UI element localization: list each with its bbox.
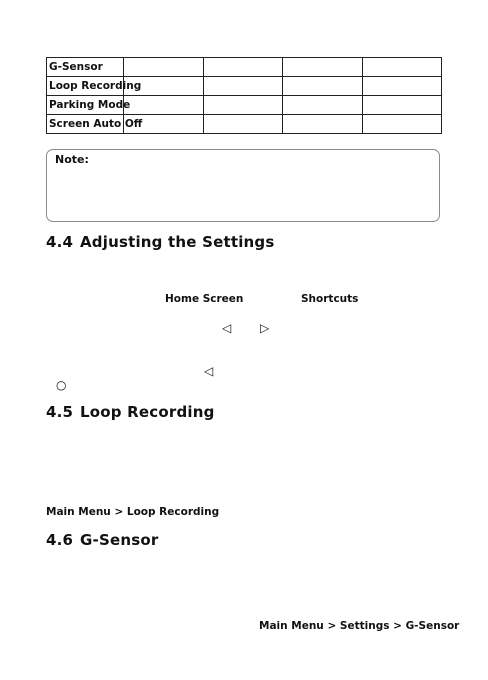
row-label: Loop Recording <box>47 77 124 96</box>
table-cell <box>203 58 283 77</box>
table-cell <box>283 96 363 115</box>
section-heading-4-6 <box>46 531 158 549</box>
table-cell <box>362 115 442 134</box>
table-cell <box>203 77 283 96</box>
section-title-text: Loop Recording <box>80 403 215 421</box>
table-cell <box>283 77 363 96</box>
table-cell <box>362 58 442 77</box>
left-arrow-icon: ◁ <box>204 364 214 378</box>
note-box <box>46 149 440 222</box>
circle-icon: ○ <box>56 378 67 392</box>
section-heading-4-4 <box>46 233 275 251</box>
table-row <box>47 77 442 96</box>
left-arrow-icon: ◁ <box>222 321 232 335</box>
table-row <box>47 115 442 134</box>
settings-table <box>46 57 442 134</box>
row-label: G-Sensor <box>47 58 124 77</box>
table-cell <box>362 77 442 96</box>
g-sensor-menu-path: Main Menu > Settings > G-Sensor <box>259 620 460 632</box>
table-cell <box>124 58 204 77</box>
table-cell <box>362 96 442 115</box>
section-number: 4.6 <box>46 531 74 549</box>
right-arrow-icon: ▷ <box>260 321 270 335</box>
section-heading-4-5 <box>46 403 215 421</box>
table-cell <box>203 115 283 134</box>
section-title-text: Adjusting the Settings <box>80 233 275 251</box>
loop-recording-menu-path: Main Menu > Loop Recording <box>46 506 220 518</box>
table-row <box>47 58 442 77</box>
table-cell <box>283 58 363 77</box>
table-cell <box>283 115 363 134</box>
note-title: Note: <box>55 153 89 166</box>
row-label: Screen Auto Off <box>47 115 124 134</box>
table-row <box>47 96 442 115</box>
section-number: 4.5 <box>46 403 74 421</box>
row-label: Parking Mode <box>47 96 124 115</box>
section-number: 4.4 <box>46 233 74 251</box>
shortcuts-label: Shortcuts <box>301 293 359 305</box>
section-title-text: G-Sensor <box>80 531 159 549</box>
table-cell <box>203 96 283 115</box>
table-cell <box>124 96 204 115</box>
home-screen-label: Home Screen <box>165 293 244 305</box>
